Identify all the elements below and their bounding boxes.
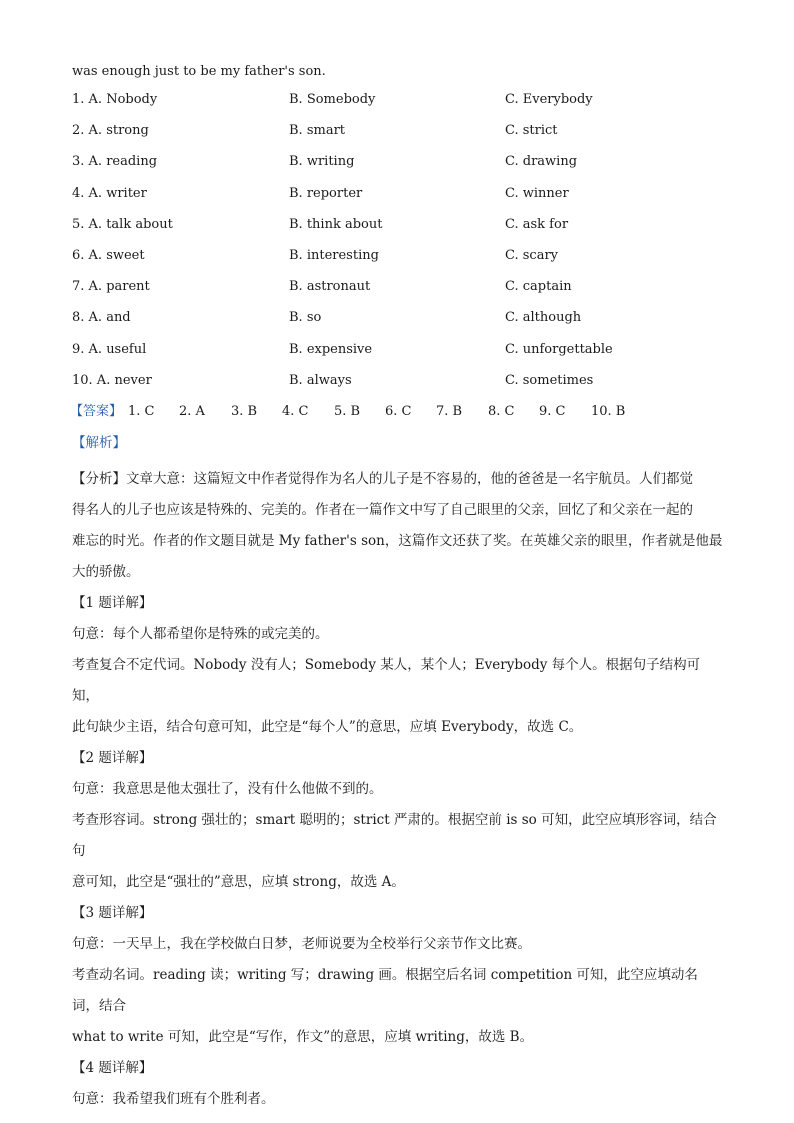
- option-c: C. sometimes: [505, 372, 594, 388]
- detail-line: 句意：每个人都希望你是特殊的或完美的。: [72, 625, 329, 642]
- option-row: [72, 340, 724, 371]
- detail-line: what to write 可知，此空是“写作，作文”的意思，应填 writing，故选 B。: [72, 1028, 534, 1045]
- option-a: 3. A. reading: [72, 154, 158, 170]
- option-b: B. expensive: [289, 341, 373, 357]
- option-a: 10. A. never: [72, 372, 152, 388]
- option-b: B. think about: [289, 216, 383, 232]
- detail-title: 【1 题详解】: [72, 594, 153, 611]
- answer-item: 5. B: [334, 403, 361, 419]
- analysis-tag: 【解析】: [72, 434, 126, 451]
- answer-item: 1. C: [128, 403, 155, 419]
- answer-label: 【答案】: [70, 403, 123, 419]
- detail-line: 句意：一天早上，我在学校做白日梦，老师说要为全校举行父亲节作文比赛。: [72, 935, 531, 952]
- option-row: [72, 121, 724, 152]
- option-row: [72, 152, 724, 183]
- summary-line: 文章大意：这篇短文中作者觉得作为名人的儿子是不容易的，他的爸爸是一名宇航员。人们都觉: [126, 470, 693, 487]
- detail-title: 【4 题详解】: [72, 1059, 153, 1076]
- option-row: [72, 215, 724, 246]
- detail-title: 【2 题详解】: [72, 749, 153, 766]
- summary-line: 得名人的儿子也应该是特殊的、完美的。作者在一篇作文中写了自己眼里的父亲，回忆了和父亲在一起的: [72, 501, 693, 518]
- option-b: B. writing: [289, 154, 355, 170]
- option-row: [72, 277, 724, 308]
- detail-section: [72, 743, 724, 898]
- option-b: B. Somebody: [289, 92, 376, 107]
- detail-section: [72, 898, 724, 1053]
- option-c: C. ask for: [505, 216, 569, 232]
- detail-section: [72, 588, 724, 743]
- option-a: 5. A. talk about: [72, 216, 173, 232]
- option-a: 7. A. parent: [72, 279, 150, 295]
- option-a: 2. A. strong: [72, 123, 149, 139]
- option-a: 4. A. writer: [72, 185, 147, 201]
- answer-item: 3. B: [231, 403, 258, 419]
- summary-label: 【分析】: [72, 470, 126, 487]
- answer-item: 7. B: [436, 403, 463, 419]
- option-b: B. astronaut: [289, 279, 371, 295]
- option-c: C. winner: [505, 185, 569, 201]
- answer-item: 4. C: [282, 403, 309, 419]
- options-list: [72, 90, 724, 402]
- detail-line: 考查复合不定代词。Nobody 没有人；Somebody 某人，某个人；Everybody 每个人。根据句子结构可知，: [72, 656, 701, 704]
- detail-line: 考查动名词。reading 读；writing 写；drawing 画。根据空后名词 competition 可知，此空应填动名词，结合: [72, 966, 698, 1014]
- option-row: [72, 371, 724, 402]
- detail-line: 意可知，此空是“强壮的”意思，应填 strong，故选 A。: [72, 873, 405, 890]
- answer-item: 9. C: [539, 403, 566, 419]
- detail-line: 此句缺少主语，结合句意可知，此空是“每个人”的意思，应填 Everybody，故选 C。: [72, 718, 583, 735]
- option-a: 9. A. useful: [72, 341, 147, 357]
- option-c: C. although: [505, 310, 582, 326]
- intro-line: was enough just to be my father's son.: [72, 64, 326, 79]
- option-row: [72, 246, 724, 277]
- summary-line: 难忘的时光。作者的作文题目就是 My father's son，这篇作文还获了奖。在英雄父亲的眼里，作者就是他最: [72, 532, 723, 549]
- answer-item: 8. C: [488, 403, 515, 419]
- option-b: B. interesting: [289, 247, 379, 263]
- option-c: C. drawing: [505, 154, 578, 170]
- option-row: [72, 90, 724, 121]
- option-b: B. smart: [289, 123, 346, 139]
- summary-line: 大的骄傲。: [72, 563, 140, 580]
- detail-section: [72, 1053, 724, 1115]
- option-a: 8. A. and: [72, 310, 131, 326]
- option-b: B. reporter: [289, 185, 363, 201]
- summary-paragraph: [72, 464, 724, 588]
- option-c: C. scary: [505, 247, 559, 263]
- answer-item: 2. A: [179, 403, 205, 419]
- option-c: C. Everybody: [505, 92, 593, 107]
- detail-line: 句意：我意思是他太强壮了，没有什么他做不到的。: [72, 780, 383, 797]
- option-b: B. so: [289, 310, 322, 326]
- option-c: C. unforgettable: [505, 341, 613, 357]
- answer-item: 10. B: [591, 403, 626, 419]
- option-a: 1. A. Nobody: [72, 92, 158, 107]
- option-c: C. strict: [505, 123, 558, 139]
- document-page: [72, 62, 724, 1115]
- answer-row: [72, 402, 724, 433]
- option-c: C. captain: [505, 279, 572, 295]
- option-b: B. always: [289, 372, 352, 388]
- detail-line: 考查形容词。strong 强壮的；smart 聪明的；strict 严肃的。根据空前 is so 可知，此空应填形容词，结合句: [72, 811, 717, 859]
- option-row: [72, 184, 724, 215]
- answer-item: 6. C: [385, 403, 412, 419]
- detail-line: 句意：我希望我们班有个胜利者。: [72, 1090, 275, 1107]
- detail-title: 【3 题详解】: [72, 904, 153, 921]
- option-a: 6. A. sweet: [72, 247, 145, 263]
- option-row: [72, 308, 724, 339]
